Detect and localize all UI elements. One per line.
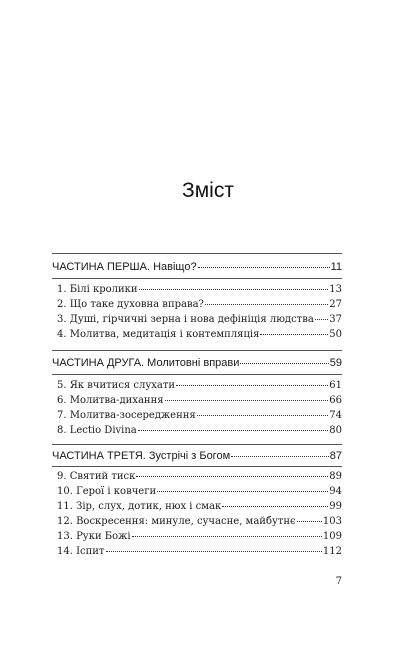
toc-chapter-4[interactable]	[52, 329, 342, 345]
toc-chapter-5[interactable]	[52, 380, 342, 396]
dot-leader	[260, 334, 328, 335]
chapter-page-number: 80	[329, 425, 342, 436]
chapter-page-number: 37	[329, 314, 342, 325]
dot-leader	[139, 289, 329, 290]
chapter-label: 4. Молитва, медитація і контемпляція	[57, 329, 260, 340]
toc-chapter-11[interactable]	[52, 501, 342, 517]
chapter-label: 6. Молитва-дихання	[57, 395, 164, 406]
dot-leader	[138, 430, 329, 431]
part-page-number: 59	[329, 357, 342, 369]
toc-chapter-10[interactable]	[52, 486, 342, 502]
part-page-number: 87	[329, 450, 342, 462]
dot-leader	[106, 551, 322, 552]
part-label: ЧАСТИНА ДРУГА. Молитовні вправи	[52, 357, 240, 369]
chapter-label: 8. Lectio Divina	[57, 425, 137, 436]
chapter-page-number: 94	[329, 486, 342, 497]
chapter-label: 11. Зір, слух, дотик, нюх і смак	[57, 501, 222, 512]
divider	[52, 444, 342, 445]
dot-leader	[132, 536, 322, 537]
chapter-page-number: 112	[322, 546, 342, 557]
chapter-page-number: 109	[322, 531, 342, 542]
toc-chapter-8[interactable]	[52, 425, 342, 441]
chapter-label: 3. Душі, гірчичні зерна і нова дефініція людства	[57, 314, 314, 325]
dot-leader	[222, 506, 328, 507]
toc-chapter-9[interactable]	[52, 471, 342, 487]
divider	[52, 253, 342, 254]
chapter-page-number: 99	[329, 501, 342, 512]
toc-part-1[interactable]	[52, 261, 342, 277]
toc-title: Зміст	[182, 179, 234, 202]
dot-leader	[198, 267, 330, 268]
dot-leader	[315, 319, 328, 320]
toc-chapter-1[interactable]	[52, 284, 342, 300]
divider	[52, 466, 342, 467]
chapter-label: 10. Герої і ковчеги	[57, 486, 157, 497]
chapter-page-number: 89	[329, 471, 342, 482]
chapter-page-number: 27	[329, 299, 342, 310]
dot-leader	[240, 363, 328, 364]
toc-chapter-6[interactable]	[52, 395, 342, 411]
chapter-page-number: 103	[322, 516, 342, 527]
dot-leader	[197, 415, 329, 416]
chapter-label: 2. Що таке духовна вправа?	[57, 299, 204, 310]
chapter-page-number: 74	[329, 410, 342, 421]
toc-chapter-13[interactable]	[52, 531, 342, 547]
part-page-number: 11	[330, 261, 342, 273]
part-label: ЧАСТИНА ПЕРША. Навіщо?	[52, 261, 197, 273]
dot-leader	[136, 476, 328, 477]
chapter-label: 5. Як вчитися слухати	[57, 380, 176, 391]
chapter-label: 14. Іспит	[57, 546, 105, 557]
divider	[52, 350, 342, 351]
dot-leader	[165, 400, 329, 401]
divider	[52, 278, 342, 279]
chapter-page-number: 61	[329, 380, 342, 391]
part-label: ЧАСТИНА ТРЕТЯ. Зустрічі з Богом	[52, 450, 231, 462]
toc-chapter-7[interactable]	[52, 410, 342, 426]
chapter-label: 13. Руки Божі	[57, 531, 131, 542]
toc-chapter-2[interactable]	[52, 299, 342, 315]
dot-leader	[297, 521, 322, 522]
dot-leader	[157, 491, 328, 492]
toc-part-2[interactable]	[52, 357, 342, 373]
chapter-page-number: 13	[329, 284, 342, 295]
dot-leader	[205, 304, 328, 305]
toc-chapter-12[interactable]	[52, 516, 342, 532]
chapter-page-number: 50	[329, 329, 342, 340]
toc-chapter-14[interactable]	[52, 546, 342, 562]
chapter-label: 7. Молитва-зосередження	[57, 410, 196, 421]
dot-leader	[176, 385, 328, 386]
dot-leader	[231, 456, 329, 457]
toc-chapter-3[interactable]	[52, 314, 342, 330]
toc-part-3[interactable]	[52, 450, 342, 466]
chapter-page-number: 66	[329, 395, 342, 406]
chapter-label: 9. Святий тиск	[57, 471, 136, 482]
chapter-label: 1. Білі кролики	[57, 284, 138, 295]
divider	[52, 374, 342, 375]
page-number: 7	[335, 576, 342, 587]
chapter-label: 12. Воскресення: минуле, сучасне, майбутнє	[57, 516, 296, 527]
